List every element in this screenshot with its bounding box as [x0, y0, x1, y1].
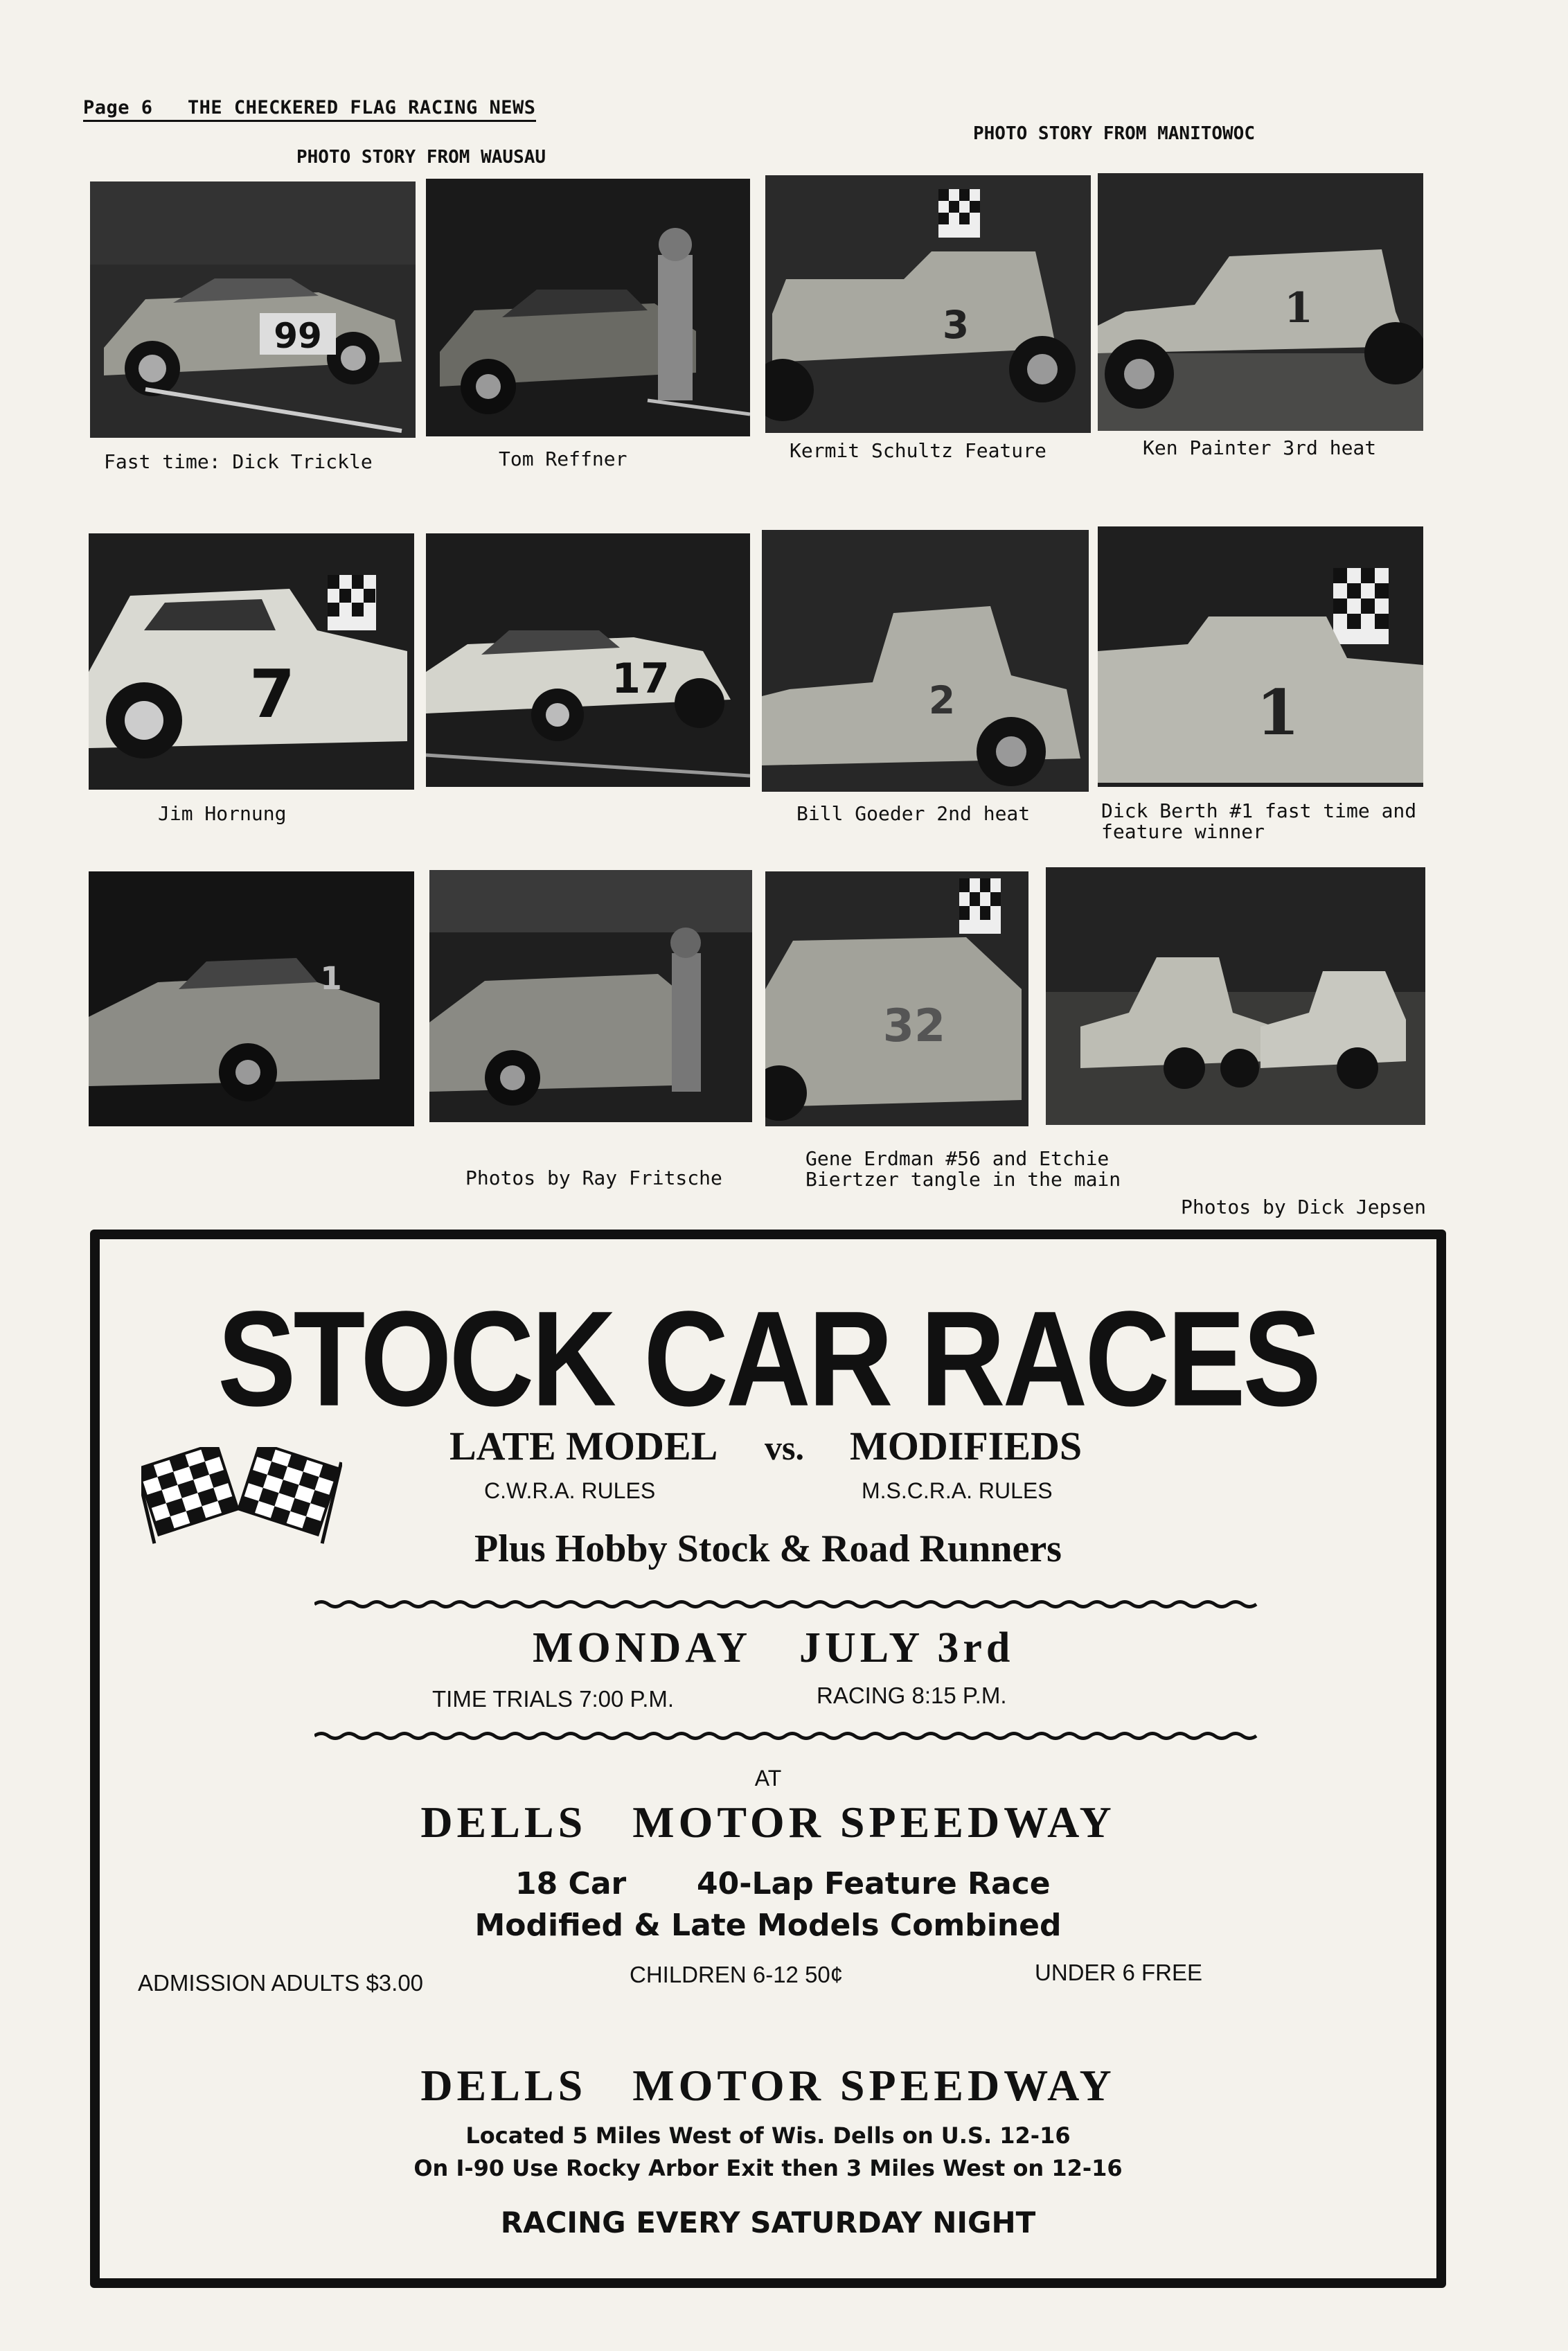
- photo-car-with-trophy-girl: [429, 870, 752, 1122]
- race-car-image: [762, 530, 1089, 792]
- photo-car-1: [89, 871, 414, 1126]
- vs-label: vs.: [765, 1428, 804, 1467]
- photo-tangle-in-main: [1046, 867, 1425, 1125]
- race-car-image: [765, 871, 1028, 1126]
- car-number: 1: [320, 960, 342, 997]
- car-number: 3: [942, 303, 970, 347]
- section-title-manitowoc: PHOTO STORY FROM MANITOWOC: [973, 123, 1255, 144]
- photo-credit: Photos by Ray Fritsche: [465, 1166, 722, 1189]
- photo-jim-hornung: [89, 533, 414, 790]
- caption: Ken Painter 3rd heat: [1143, 436, 1377, 459]
- race-car-image: [765, 175, 1091, 433]
- photo-tom-reffner: [426, 179, 750, 436]
- location-line-2: On I-90 Use Rocky Arbor Exit then 3 Miles West on 12-16: [413, 2155, 1123, 2181]
- car-number: 2: [928, 678, 956, 722]
- race-car-image: [426, 179, 750, 436]
- photo-credit: Photos by Dick Jepsen: [1181, 1196, 1427, 1218]
- venue-name: DELLS MOTOR SPEEDWAY: [420, 1798, 1116, 1847]
- combined-classes: Modified & Late Models Combined: [474, 1908, 1062, 1943]
- feature-race: 40-Lap Feature Race: [697, 1866, 1051, 1901]
- venue-name-footer: DELLS MOTOR SPEEDWAY: [420, 2061, 1116, 2110]
- car-count: 18 Car: [515, 1866, 627, 1901]
- page-number: Page 6: [83, 97, 153, 118]
- caption: feature winner: [1101, 820, 1265, 843]
- photo-dick-berth: [1098, 526, 1423, 787]
- admission-under6: UNDER 6 FREE: [1035, 1960, 1203, 1985]
- ad-title: STOCK CAR RACES: [217, 1283, 1319, 1435]
- cwra-rules: C.W.R.A. RULES: [484, 1478, 656, 1503]
- car-number: 17: [612, 655, 670, 703]
- photo-bill-goeder: [762, 530, 1089, 792]
- race-day: MONDAY: [533, 1624, 752, 1671]
- location-line-1: Located 5 Miles West of Wis. Dells on U.S. 12-16: [465, 2122, 1071, 2149]
- late-model-label: LATE MODEL: [449, 1423, 718, 1469]
- race-car-image: [1046, 867, 1425, 1125]
- race-car-image: [90, 181, 416, 438]
- race-car-image: [1098, 173, 1423, 431]
- wavy-divider: [314, 1731, 1263, 1741]
- time-trials: TIME TRIALS 7:00 P.M.: [432, 1686, 675, 1712]
- at-label: AT: [754, 1766, 782, 1791]
- racing-schedule: RACING EVERY SATURDAY NIGHT: [500, 2206, 1036, 2239]
- car-number: 7: [249, 657, 296, 733]
- admission-children: CHILDREN 6-12 50¢: [630, 1962, 844, 1987]
- caption: Biertzer tangle in the main: [805, 1168, 1121, 1191]
- photo-kermit-schultz: [765, 175, 1091, 433]
- race-car-image: [429, 870, 752, 1122]
- modifieds-label: MODIFIEDS: [850, 1423, 1083, 1469]
- caption: Fast time: Dick Trickle: [104, 450, 373, 473]
- caption: Tom Reffner: [499, 447, 627, 470]
- race-date: JULY 3rd: [799, 1624, 1015, 1671]
- publication-name: THE CHECKERED FLAG RACING NEWS: [187, 97, 536, 118]
- car-number: 32: [882, 1000, 946, 1052]
- race-car-image: [89, 533, 414, 790]
- race-car-image: [426, 533, 750, 787]
- photo-ken-painter: [1098, 173, 1423, 431]
- section-title-wausau: PHOTO STORY FROM WAUSAU: [296, 147, 546, 168]
- page-header: [83, 97, 536, 122]
- photo-car-17: [426, 533, 750, 787]
- advertisement-box: [90, 1230, 1446, 2288]
- car-number: 1: [1256, 676, 1300, 749]
- admission-adults: ADMISSION ADULTS $3.00: [138, 1970, 424, 1996]
- plus-classes: Plus Hobby Stock & Road Runners: [474, 1527, 1062, 1570]
- race-car-image: [89, 871, 414, 1126]
- caption: Kermit Schultz Feature: [790, 439, 1046, 462]
- car-number: 1: [1284, 284, 1313, 332]
- caption: Gene Erdman #56 and Etchie: [805, 1147, 1110, 1170]
- caption: Jim Hornung: [158, 802, 287, 825]
- wavy-divider: [314, 1599, 1263, 1609]
- photo-car-32: [765, 871, 1028, 1126]
- mscra-rules: M.S.C.R.A. RULES: [862, 1478, 1053, 1503]
- racing-time: RACING 8:15 P.M.: [817, 1683, 1007, 1708]
- car-number: 99: [274, 316, 322, 356]
- caption: Dick Berth #1 fast time and: [1101, 799, 1417, 822]
- race-car-image: [1098, 526, 1423, 787]
- caption: Bill Goeder 2nd heat: [796, 802, 1031, 825]
- photo-dick-trickle: [90, 181, 416, 438]
